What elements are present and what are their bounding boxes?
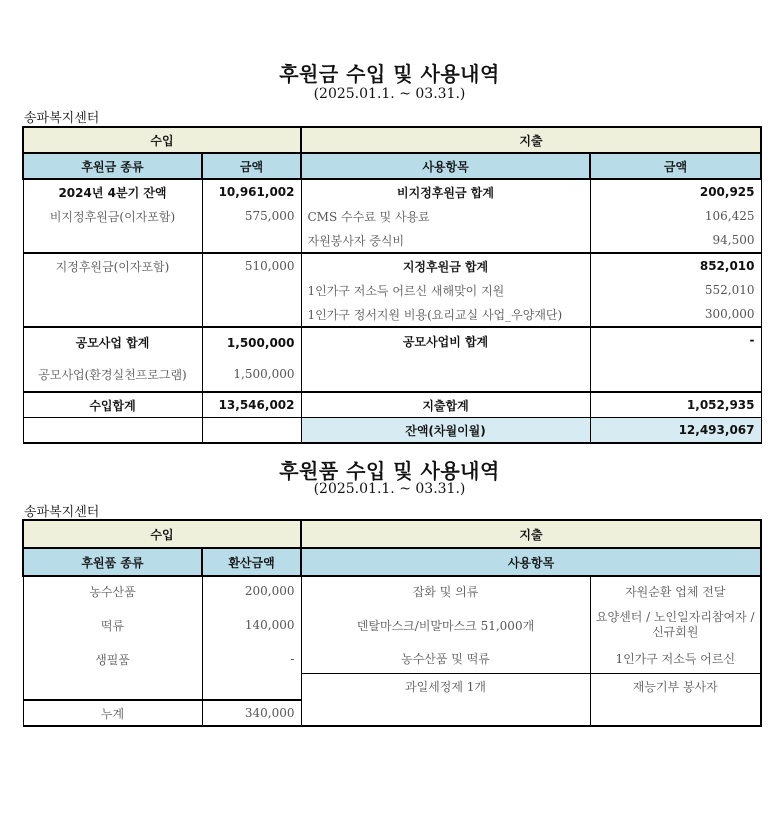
nondesignated-total-amount: 200,925 (590, 179, 761, 204)
goods-amount-0: 200,000 (202, 576, 301, 605)
goods-amount-1: 140,000 (202, 605, 301, 645)
income-header: 수입 (23, 127, 301, 153)
goods-table (22, 519, 762, 727)
balance-label: 잔액(차월이월) (301, 418, 590, 444)
col-goods-expense-item: 사용항목 (301, 548, 761, 576)
goods-total-amount: 340,000 (202, 700, 301, 726)
col-expense-amount: 금액 (590, 153, 761, 179)
balance-amount: 12,493,067 (590, 418, 761, 444)
cms-label: CMS 수수료 및 사용료 (301, 204, 590, 228)
use-item-3: 과일세정제 1개 (301, 673, 590, 726)
contest-total-label: 공모사업 합계 (23, 327, 202, 357)
empty-cell (23, 228, 202, 253)
empty-cell (23, 302, 202, 327)
use-item-2: 농수산품 및 떡류 (301, 645, 590, 673)
empty-cell (23, 278, 202, 302)
goods-org-name: 송파복지센터 (24, 505, 100, 520)
contest-income-amount: 1,500,000 (202, 357, 301, 392)
col-income-amount: 금액 (202, 153, 301, 179)
empty-cell (202, 278, 301, 302)
designated-income-label: 지정후원금(이자포함) (23, 253, 202, 278)
donation-org-name: 송파복지센터 (24, 111, 100, 126)
nondesignated-total-label: 비지정후원금 합계 (301, 179, 590, 204)
use-item-0: 잡화 및 의류 (301, 576, 590, 605)
nondesignated-income-amount: 575,000 (202, 204, 301, 228)
empty-cell (202, 302, 301, 327)
goods-amount-2: - (202, 645, 301, 673)
use-target-1: 요양센터 / 노인일자리참여자 / 신규회원 (590, 605, 761, 645)
cms-amount: 106,425 (590, 204, 761, 228)
empty-cell (23, 673, 202, 700)
income-sum-label: 수입합계 (23, 392, 202, 418)
designated-income-amount: 510,000 (202, 253, 301, 278)
contest-expense-total-label: 공모사업비 합계 (301, 327, 590, 357)
empty-cell (590, 357, 761, 392)
contest-expense-total-amount: - (590, 327, 761, 357)
col-income-type: 후원금 종류 (23, 153, 202, 179)
goods-expense-header: 지출 (301, 520, 761, 548)
contest-total-amount: 1,500,000 (202, 327, 301, 357)
empty-cell (301, 357, 590, 392)
empty-cell (23, 418, 202, 444)
use-target-0: 자원순환 업체 전달 (590, 576, 761, 605)
donation-title: 후원금 수입 및 사용내역 (279, 62, 500, 86)
goods-type-2: 생필품 (23, 645, 202, 673)
contest-income-label: 공모사업(환경실천프로그램) (23, 357, 202, 392)
empty-cell (202, 228, 301, 253)
emotional-support-label: 1인가구 정서지원 비용(요리교실 사업_우양재단) (301, 302, 590, 327)
designated-total-amount: 852,010 (590, 253, 761, 278)
use-item-1: 덴탈마스크/비말마스크 51,000개 (301, 605, 590, 645)
volunteer-label: 자원봉사자 중식비 (301, 228, 590, 253)
nondesignated-income-label: 비지정후원금(이자포함) (23, 204, 202, 228)
col-expense-item: 사용항목 (301, 153, 590, 179)
prev-balance-label: 2024년 4분기 잔액 (23, 179, 202, 204)
col-goods-type: 후원품 종류 (23, 548, 202, 576)
volunteer-amount: 94,500 (590, 228, 761, 253)
emotional-support-amount: 300,000 (590, 302, 761, 327)
prev-balance-amount: 10,961,002 (202, 179, 301, 204)
donation-period: (2025.01.1. ~ 03.31.) (313, 86, 466, 102)
income-sum-amount: 13,546,002 (202, 392, 301, 418)
col-converted-amount: 환산금액 (202, 548, 301, 576)
goods-type-1: 떡류 (23, 605, 202, 645)
goods-total-label: 누계 (23, 700, 202, 726)
goods-income-header: 수입 (23, 520, 301, 548)
goods-title: 후원품 수입 및 사용내역 (279, 459, 500, 483)
goods-period: (2025.01.1. ~ 03.31.) (313, 481, 466, 497)
expense-header: 지출 (301, 127, 761, 153)
expense-sum-amount: 1,052,935 (590, 392, 761, 418)
use-target-2: 1인가구 저소득 어르신 (590, 645, 761, 673)
goods-type-0: 농수산품 (23, 576, 202, 605)
expense-sum-label: 지출합계 (301, 392, 590, 418)
empty-cell (202, 418, 301, 444)
newyear-support-label: 1인가구 저소득 어르신 새해맞이 지원 (301, 278, 590, 302)
empty-cell (202, 673, 301, 700)
designated-total-label: 지정후원금 합계 (301, 253, 590, 278)
newyear-support-amount: 552,010 (590, 278, 761, 302)
use-target-3: 재능기부 봉사자 (590, 673, 761, 726)
donation-table (22, 126, 762, 444)
